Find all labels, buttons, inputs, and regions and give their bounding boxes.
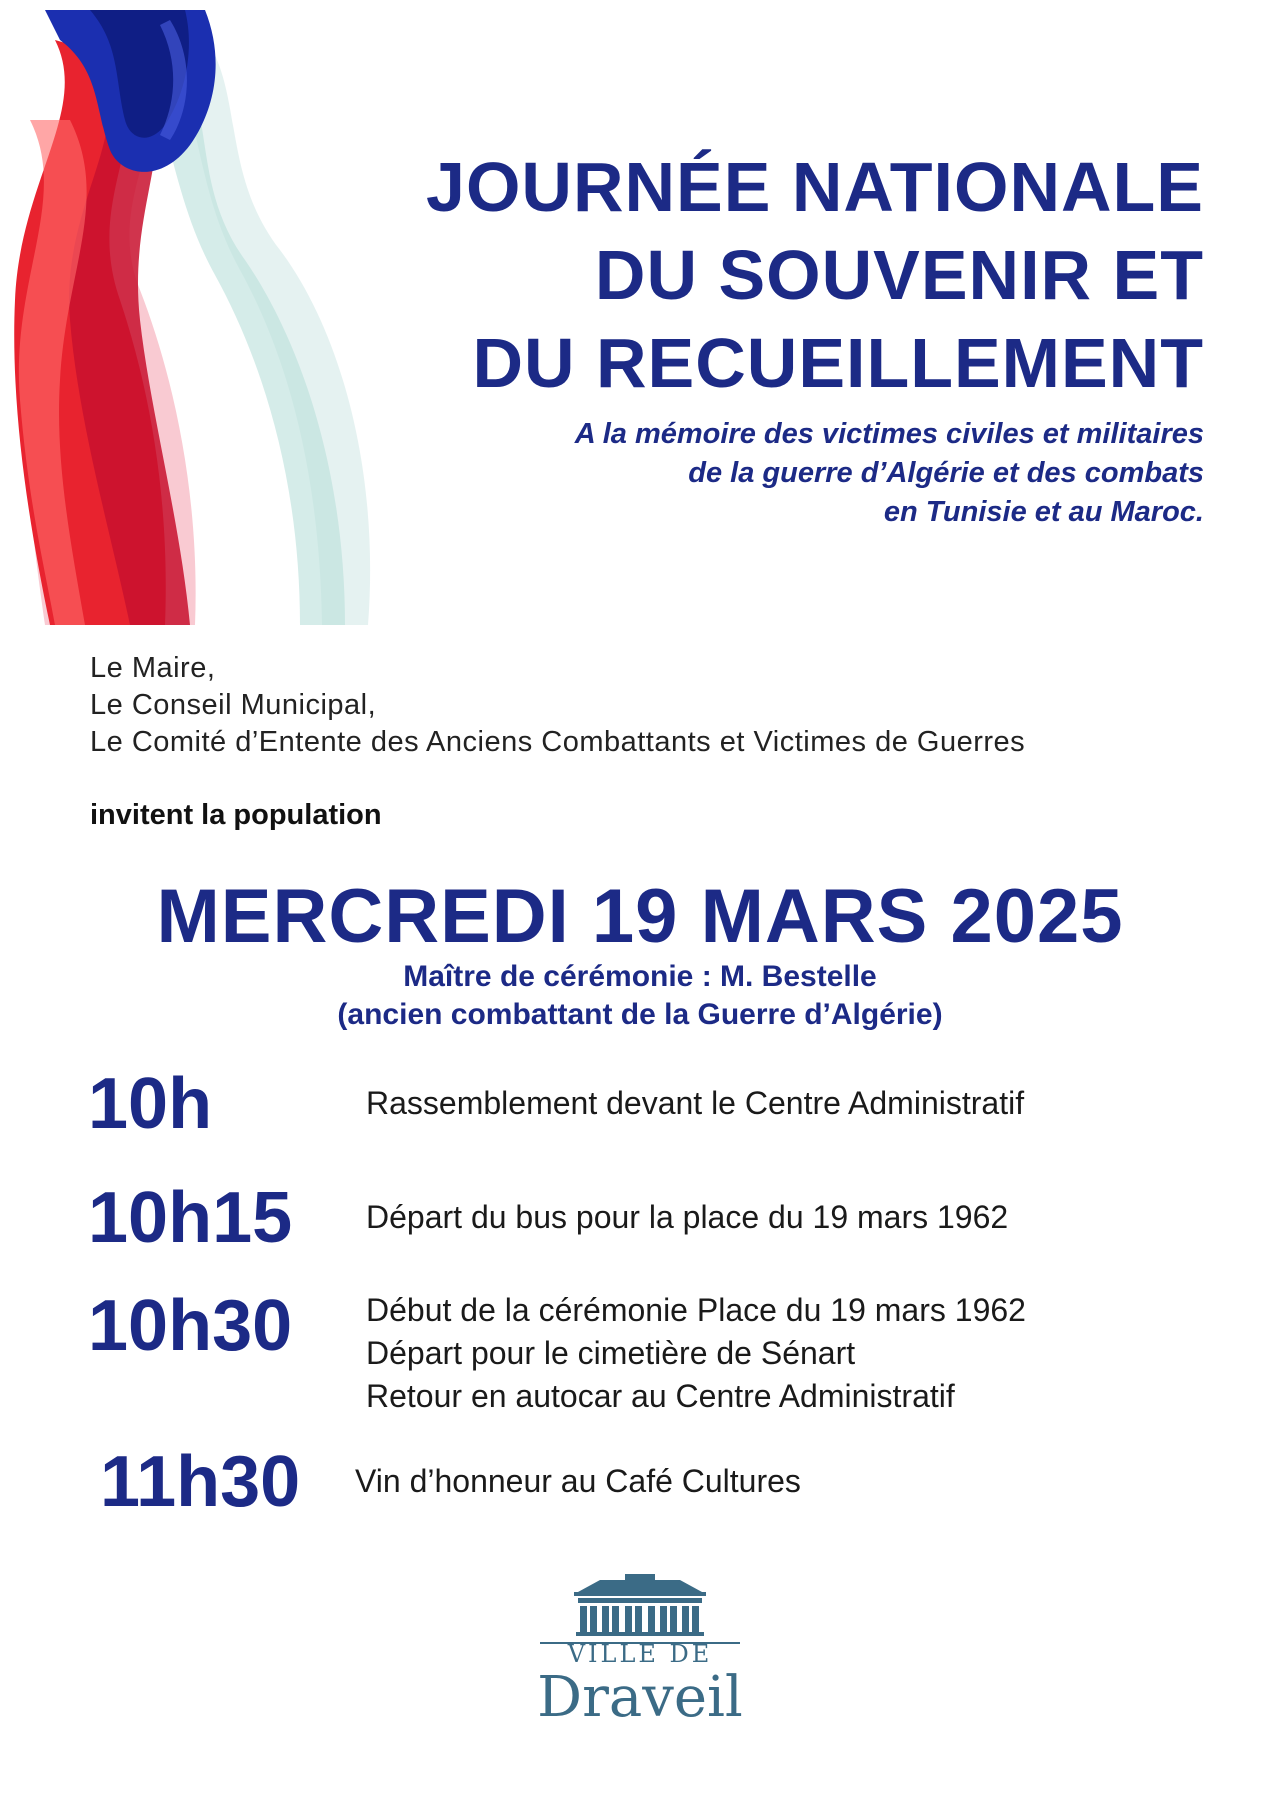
- organizer-council: Le Conseil Municipal,: [90, 689, 377, 721]
- schedule-description: Retour en autocar au Centre Administratif: [366, 1378, 955, 1414]
- organizer-mayor: Le Maire,: [90, 652, 216, 684]
- schedule-description: Départ pour le cimetière de Sénart: [366, 1335, 856, 1371]
- subtitle-line-1: A la mémoire des victimes civiles et militaires: [574, 418, 1204, 450]
- master-of-ceremony: Maître de cérémonie : M. Bestelle: [403, 960, 877, 993]
- organizer-committee: Le Comité d’Entente des Anciens Combattants et Victimes de Guerres: [90, 726, 1026, 758]
- schedule-description: Début de la cérémonie Place du 19 mars 1962: [366, 1292, 1026, 1328]
- invite-text: invitent la population: [90, 799, 382, 831]
- schedule-time: 11h30: [100, 1442, 301, 1522]
- tricolor-ribbon-decoration: [0, 0, 380, 640]
- schedule-time: 10h30: [88, 1286, 293, 1366]
- schedule-description: Vin d’honneur au Café Cultures: [355, 1463, 801, 1499]
- page-title-line-1: JOURNÉE NATIONALE: [426, 148, 1204, 226]
- subtitle-line-2: de la guerre d’Algérie et des combats: [688, 457, 1204, 489]
- logo-name: Draveil: [537, 1665, 743, 1730]
- master-of-ceremony-note: (ancien combattant de la Guerre d’Algérie): [337, 998, 943, 1031]
- subtitle-line-3: en Tunisie et au Maroc.: [883, 496, 1204, 528]
- logo-prefix: VILLE DE: [567, 1640, 713, 1668]
- page-title-line-2: DU SOUVENIR ET: [594, 236, 1204, 314]
- schedule-time: 10h15: [88, 1178, 293, 1258]
- page-title-line-3: DU RECUEILLEMENT: [472, 324, 1204, 402]
- schedule-time: 10h: [88, 1064, 213, 1144]
- schedule-description: Rassemblement devant le Centre Administratif: [366, 1085, 1025, 1121]
- schedule-description: Départ du bus pour la place du 19 mars 1962: [366, 1199, 1009, 1235]
- event-date: MERCREDI 19 MARS 2025: [156, 874, 1124, 959]
